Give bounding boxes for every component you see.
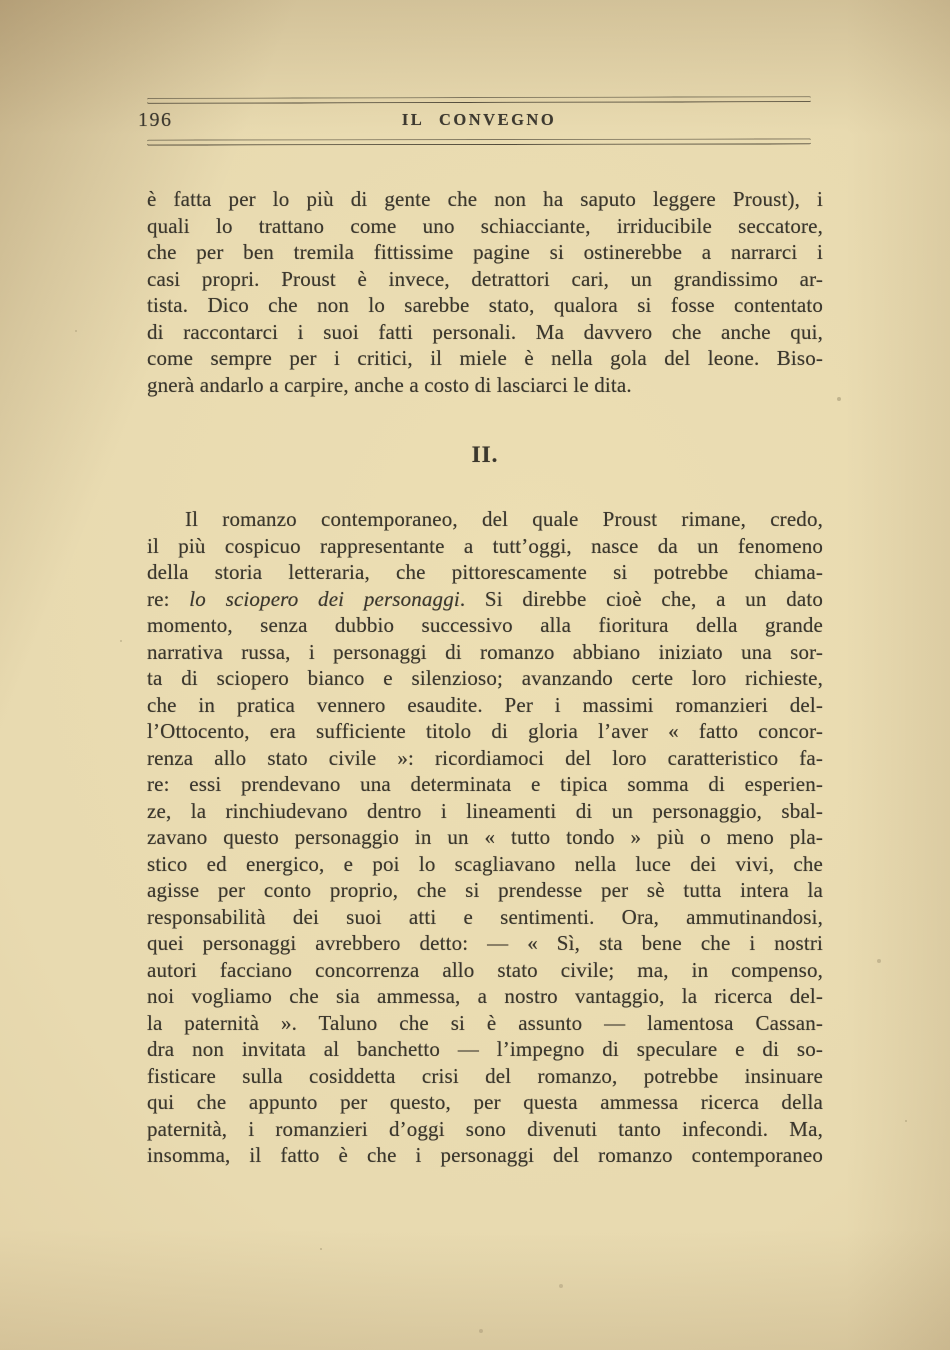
text-line: il più cospicuo rappresentante a tutt’oggi, nasce da un fenomeno [147,533,823,558]
text-line: re: essi prendevano una determinata e tipica somma di esperien- [147,772,823,796]
text-line: paternità, i romanzieri d’oggi sono divenuti tanto infecondi. Ma, [147,1116,823,1141]
text-line: stico ed energico, e poi lo scagliavano nella luce dei vivi, che [147,851,823,876]
text-line: gnerà andarlo a carpire, anche a costo di lasciarci le dita. [147,372,632,397]
section-heading: II. [471,442,499,467]
paragraph [147,186,823,398]
text-line: Il romanzo contemporaneo, del quale Proust rimane, credo, [185,507,823,531]
text-line: che in pratica vennero esaudite. Per i massimi romanzieri del- [147,692,823,717]
text-line: renza allo stato civile »: ricordiamoci del loro caratteristico fa- [147,745,823,770]
text-line: dra non invitata al banchetto — l’impegno di speculare e di so- [147,1037,823,1061]
text-line: momento, senza dubbio successivo alla fioritura della grande [147,613,823,637]
text-line: autori facciano concorrenza allo stato civile; ma, in compenso, [147,957,823,982]
header-rule-top [147,96,811,104]
header-rule-bottom [147,138,811,145]
text-line: è fatta per lo più di gente che non ha saputo leggere Proust), i [147,187,823,211]
text-line: agisse per conto proprio, che si prendesse per sè tutta intera la [147,878,823,902]
journal-title: IL CONVEGNO [401,110,557,129]
text-line: l’Ottocento, era sufficiente titolo di gloria l’aver « fatto concor- [147,719,823,743]
text-line: che per ben tremila fittissime pagine si ostinerebbe a narrarci i [147,240,823,264]
text-line: quei personaggi avrebbero detto: — « Sì, sta bene che i nostri [147,931,823,955]
text-line: di raccontarci i suoi fatti personali. Ma davvero che anche qui, [147,319,823,344]
text-line: responsabilità dei suoi atti e sentimenti. Ora, ammutinandosi, [147,904,823,929]
page-number: 196 [138,109,173,131]
text-line: la paternità ». Taluno che si è assunto — lamentosa Cassan- [147,1010,823,1035]
text-line: re: lo sciopero dei personaggi. Si direbbe cioè che, a un dato [147,586,823,611]
paragraph [147,506,823,1169]
text-line: noi vogliamo che sia ammessa, a nostro vantaggio, la ricerca del- [147,984,823,1008]
text-line: della storia letteraria, che pittorescamente si potrebbe chiama- [147,560,823,584]
text-line: insomma, il fatto è che i personaggi del romanzo contemporaneo [147,1143,823,1167]
text-line: zavano questo personaggio in un « tutto tondo » più o meno pla- [147,825,823,849]
text-line: ta di sciopero bianco e silenzioso; avanzando certe loro richieste, [147,666,823,690]
text-line: ze, la rinchiudevano dentro i lineamenti di un personaggio, sbal- [147,798,823,823]
text-line: tista. Dico che non lo sarebbe stato, qualora si fosse contentato [147,293,823,317]
text-line: qui che appunto per questo, per questa ammessa ricerca della [147,1090,823,1114]
text-line: come sempre per i critici, il miele è nella gola del leone. Biso- [147,346,823,370]
text-line: narrativa russa, i personaggi di romanzo abbiano iniziato una sor- [147,639,823,664]
scan-specks [0,0,2,2]
text-line: casi propri. Proust è invece, detrattori cari, un grandissimo ar- [147,266,823,291]
text-line: fisticare sulla cosiddetta crisi del romanzo, potrebbe insinuare [147,1063,823,1088]
text-line: quali lo trattano come uno schiacciante, irriducibile seccatore, [147,213,823,238]
body-text [147,186,823,1169]
running-header [138,108,811,134]
